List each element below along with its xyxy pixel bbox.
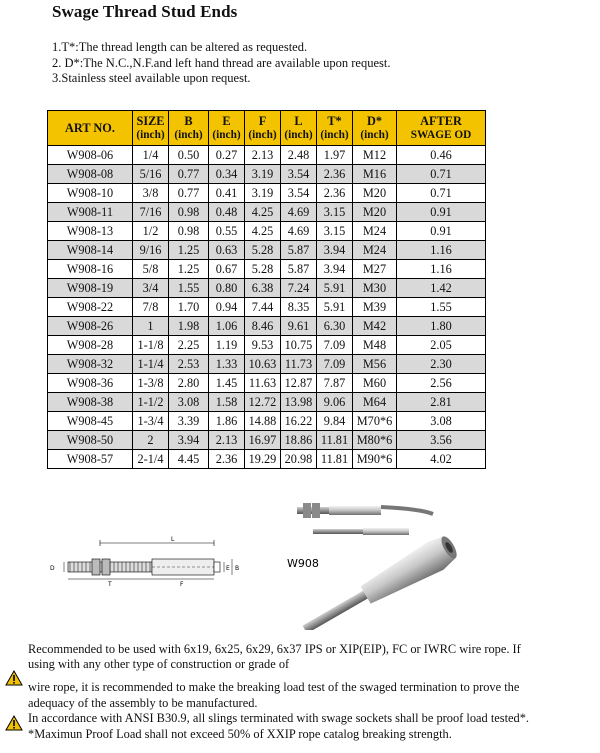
table-header-cell <box>133 111 169 146</box>
table-cell: 0.77 <box>169 184 209 203</box>
table-cell: M16 <box>353 165 397 184</box>
table-cell: 0.48 <box>209 203 245 222</box>
table-cell: 20.98 <box>281 450 317 469</box>
table-cell: 2.36 <box>317 165 353 184</box>
table-cell: M70*6 <box>353 412 397 431</box>
table-cell: 1-1/4 <box>133 355 169 374</box>
table-cell: 1.16 <box>397 260 486 279</box>
table-cell: M24 <box>353 222 397 241</box>
table-cell: M64 <box>353 393 397 412</box>
table-row <box>48 260 486 279</box>
table-cell: 2 <box>133 431 169 450</box>
table-cell: 1-3/8 <box>133 374 169 393</box>
table-cell: M90*6 <box>353 450 397 469</box>
table-cell: 1-1/8 <box>133 336 169 355</box>
table-cell: 2.05 <box>397 336 486 355</box>
table-cell: 3.08 <box>397 412 486 431</box>
note-3: 3.Stainless steel available upon request. <box>52 71 251 85</box>
table-cell: 4.69 <box>281 203 317 222</box>
table-cell: 7.44 <box>245 298 281 317</box>
table-cell: 4.25 <box>245 222 281 241</box>
note-2: 2. D*:The N.C.,N.F.and left hand thread are available upon request. <box>52 55 391 70</box>
table-cell: W908-10 <box>48 184 133 203</box>
table-cell: W908-11 <box>48 203 133 222</box>
table-cell: 2.36 <box>209 450 245 469</box>
table-cell: 1.98 <box>169 317 209 336</box>
table-row <box>48 431 486 450</box>
footer-line-2: using with any other type of construction or grade of <box>28 657 290 671</box>
table-cell: 2.30 <box>397 355 486 374</box>
header-unit: (inch) <box>248 129 277 141</box>
table-cell: 2.80 <box>169 374 209 393</box>
table-cell: 18.86 <box>281 431 317 450</box>
table-row <box>48 374 486 393</box>
table-cell: W908-16 <box>48 260 133 279</box>
table-row <box>48 317 486 336</box>
table-cell: M12 <box>353 146 397 165</box>
diagram-label-T: T <box>108 581 112 588</box>
header-unit: (inch) <box>284 129 313 141</box>
table-row <box>48 355 486 374</box>
table-cell: 0.67 <box>209 260 245 279</box>
table-cell: 2.25 <box>169 336 209 355</box>
table-cell: 1 <box>133 317 169 336</box>
table-cell: 8.46 <box>245 317 281 336</box>
table-row <box>48 336 486 355</box>
table-cell: M60 <box>353 374 397 393</box>
table-cell: M42 <box>353 317 397 336</box>
table-cell: W908-14 <box>48 241 133 260</box>
table-cell: 5.28 <box>245 241 281 260</box>
header-label: SIZE <box>136 114 165 128</box>
table-cell: 5.87 <box>281 241 317 260</box>
table-cell: 10.63 <box>245 355 281 374</box>
table-cell: 6.38 <box>245 279 281 298</box>
table-cell: 14.88 <box>245 412 281 431</box>
photo-swage-sleeve <box>358 534 457 610</box>
table-cell: 1.25 <box>169 241 209 260</box>
table-cell: 9.06 <box>317 393 353 412</box>
header-unit: (inch) <box>174 129 203 141</box>
header-label: AFTER <box>420 114 462 128</box>
table-cell: 4.45 <box>169 450 209 469</box>
table-header-cell <box>353 111 397 146</box>
table-cell: 5.28 <box>245 260 281 279</box>
table-cell: M27 <box>353 260 397 279</box>
table-cell: W908-36 <box>48 374 133 393</box>
table-cell: 1.33 <box>209 355 245 374</box>
table-header-cell <box>317 111 353 146</box>
table-cell: 1.19 <box>209 336 245 355</box>
table-cell: 5/8 <box>133 260 169 279</box>
nut-shape <box>92 559 100 575</box>
table-row <box>48 222 486 241</box>
table-cell: 3.54 <box>281 184 317 203</box>
photo-label: W908 <box>287 557 319 570</box>
footer-line-5: In accordance with ANSI B30.9, all slings terminated with swage sockets shall be proof load tested*. <box>28 711 530 725</box>
table-cell: W908-06 <box>48 146 133 165</box>
table-cell: M48 <box>353 336 397 355</box>
table-cell: 1/2 <box>133 222 169 241</box>
table-header-cell <box>245 111 281 146</box>
table-cell: 3/8 <box>133 184 169 203</box>
table-row <box>48 450 486 469</box>
header-label: E <box>222 114 231 128</box>
table-cell: 8.35 <box>281 298 317 317</box>
table-cell: 11.81 <box>317 450 353 469</box>
table-cell: 3.15 <box>317 203 353 222</box>
table-row <box>48 165 486 184</box>
table-cell: 1.06 <box>209 317 245 336</box>
table-row <box>48 146 486 165</box>
table-cell: 11.63 <box>245 374 281 393</box>
header-label: L <box>294 114 303 128</box>
table-cell: 0.34 <box>209 165 245 184</box>
header-unit: (inch) <box>320 129 349 141</box>
table-cell: 0.27 <box>209 146 245 165</box>
table-cell: W908-22 <box>48 298 133 317</box>
table-cell: W908-45 <box>48 412 133 431</box>
header-label: F <box>258 114 267 128</box>
table-cell: 3.56 <box>397 431 486 450</box>
table-cell: 1.80 <box>397 317 486 336</box>
table-cell: 3.08 <box>169 393 209 412</box>
table-cell: 0.71 <box>397 165 486 184</box>
table-cell: 5.87 <box>281 260 317 279</box>
table-row <box>48 393 486 412</box>
table-cell: W908-13 <box>48 222 133 241</box>
header-unit: (inch) <box>360 129 389 141</box>
table-row <box>48 203 486 222</box>
table-cell: 1/4 <box>133 146 169 165</box>
table-cell: 1.97 <box>317 146 353 165</box>
note-1: 1.T*:The thread length can be altered as requested. <box>52 40 308 54</box>
table-cell: 16.97 <box>245 431 281 450</box>
table-cell: 1.45 <box>209 374 245 393</box>
table-cell: 9/16 <box>133 241 169 260</box>
table-cell: 3.54 <box>281 165 317 184</box>
table-cell: 7/16 <box>133 203 169 222</box>
footer-line-3: wire rope, it is recommended to make the breaking load test of the swaged termination to prove the <box>28 680 520 694</box>
table-row <box>48 412 486 431</box>
header-label: T* <box>327 114 342 128</box>
table-header-cell <box>209 111 245 146</box>
table-cell: M30 <box>353 279 397 298</box>
table-cell: W908-19 <box>48 279 133 298</box>
table-cell: 3.94 <box>169 431 209 450</box>
table-cell: W908-38 <box>48 393 133 412</box>
diagram-label-E: E <box>226 565 230 572</box>
table-header-cell <box>48 111 133 146</box>
table-cell: 1.55 <box>169 279 209 298</box>
table-header-cell <box>281 111 317 146</box>
table-cell: 9.53 <box>245 336 281 355</box>
table-cell: 0.77 <box>169 165 209 184</box>
table-cell: 1.55 <box>397 298 486 317</box>
table-cell: 7.87 <box>317 374 353 393</box>
table-cell: 4.02 <box>397 450 486 469</box>
table-cell: 2.53 <box>169 355 209 374</box>
table-cell: 7/8 <box>133 298 169 317</box>
table-cell: 2-1/4 <box>133 450 169 469</box>
table-cell: 7.24 <box>281 279 317 298</box>
table-cell: W908-57 <box>48 450 133 469</box>
diagram-label-L: L <box>171 536 175 543</box>
table-cell: 4.69 <box>281 222 317 241</box>
notes <box>52 40 390 87</box>
table-cell: 5.91 <box>317 298 353 317</box>
table-cell: 12.87 <box>281 374 317 393</box>
table-cell: 0.50 <box>169 146 209 165</box>
table-cell: 2.56 <box>397 374 486 393</box>
table-cell: 12.72 <box>245 393 281 412</box>
table-cell: M20 <box>353 203 397 222</box>
table-body <box>48 146 486 469</box>
table-cell: 0.91 <box>397 203 486 222</box>
table-cell: 1.70 <box>169 298 209 317</box>
table-cell: 11.81 <box>317 431 353 450</box>
table-cell: W908-50 <box>48 431 133 450</box>
table-cell: 0.71 <box>397 184 486 203</box>
spec-table <box>47 110 486 469</box>
table-cell: 3.94 <box>317 260 353 279</box>
footer-line-1: Recommended to be used with 6x19, 6x25, 6x29, 6x37 IPS or XIP(EIP), FC or IWRC wire rope. If <box>28 642 521 656</box>
table-cell: 7.09 <box>317 355 353 374</box>
table-cell: 2.48 <box>281 146 317 165</box>
table-cell: 1.58 <box>209 393 245 412</box>
table-cell: M24 <box>353 241 397 260</box>
table-cell: 3.15 <box>317 222 353 241</box>
table-cell: 1.25 <box>169 260 209 279</box>
table-cell: W908-28 <box>48 336 133 355</box>
table-cell: W908-08 <box>48 165 133 184</box>
header-unit: SWAGE OD <box>410 129 472 141</box>
table-cell: 3.19 <box>245 165 281 184</box>
table-cell: 0.63 <box>209 241 245 260</box>
table-cell: 0.94 <box>209 298 245 317</box>
table-row <box>48 298 486 317</box>
table-cell: 0.46 <box>397 146 486 165</box>
product-photos <box>283 490 483 630</box>
footer-line-4: adequacy of the assembly to be manufactured. <box>28 696 258 710</box>
stud-end-diagram <box>46 535 246 591</box>
table-cell: 3.39 <box>169 412 209 431</box>
table-cell: 5/16 <box>133 165 169 184</box>
table-cell: M80*6 <box>353 431 397 450</box>
table-row <box>48 241 486 260</box>
table-cell: 2.81 <box>397 393 486 412</box>
table-cell: 0.41 <box>209 184 245 203</box>
diagram-label-F: F <box>180 581 184 588</box>
diagram-label-B: B <box>235 565 240 572</box>
table-cell: 1-3/4 <box>133 412 169 431</box>
diagram-label-D: D <box>50 565 55 572</box>
table-cell: 1.42 <box>397 279 486 298</box>
table-cell: 6.30 <box>317 317 353 336</box>
table-cell: 1.16 <box>397 241 486 260</box>
table-cell: W908-26 <box>48 317 133 336</box>
table-cell: 0.91 <box>397 222 486 241</box>
table-cell: 11.73 <box>281 355 317 374</box>
table-cell: 9.84 <box>317 412 353 431</box>
table-cell: 16.22 <box>281 412 317 431</box>
table-cell: M39 <box>353 298 397 317</box>
table-cell: 9.61 <box>281 317 317 336</box>
table-cell: 0.55 <box>209 222 245 241</box>
table-cell: 4.25 <box>245 203 281 222</box>
table-header-cell <box>397 111 486 146</box>
table-cell: M20 <box>353 184 397 203</box>
header-label: B <box>184 114 193 128</box>
table-cell: 1.86 <box>209 412 245 431</box>
table-cell: 2.36 <box>317 184 353 203</box>
table-cell: 19.29 <box>245 450 281 469</box>
table-cell: W908-32 <box>48 355 133 374</box>
warning-triangle-icon <box>5 715 23 731</box>
header-label: ART NO. <box>65 121 115 135</box>
table-cell: 13.98 <box>281 393 317 412</box>
table-cell: 0.98 <box>169 203 209 222</box>
header-label: D* <box>366 114 383 128</box>
header-unit: (inch) <box>212 129 241 141</box>
table-cell: 10.75 <box>281 336 317 355</box>
table-row <box>48 184 486 203</box>
table-cell: 2.13 <box>209 431 245 450</box>
table-cell: 3.94 <box>317 241 353 260</box>
table-header-cell <box>169 111 209 146</box>
table-cell: 3/4 <box>133 279 169 298</box>
table-cell: 5.91 <box>317 279 353 298</box>
table-cell: 7.09 <box>317 336 353 355</box>
table-cell: 0.98 <box>169 222 209 241</box>
photo-wire-rope <box>381 507 433 514</box>
table-cell: 1-1/2 <box>133 393 169 412</box>
warning-triangle-icon <box>5 670 23 686</box>
table-cell: 3.19 <box>245 184 281 203</box>
table-row <box>48 279 486 298</box>
table-header-row <box>48 111 486 146</box>
footer-line-6: *Maximun Proof Load shall not exceed 50% of XXIP rope catalog breaking strength. <box>28 727 452 741</box>
header-unit: (inch) <box>136 129 165 141</box>
page-title: Swage Thread Stud Ends <box>52 2 238 21</box>
table-cell: 2.13 <box>245 146 281 165</box>
table-cell: M56 <box>353 355 397 374</box>
table-cell: 0.80 <box>209 279 245 298</box>
